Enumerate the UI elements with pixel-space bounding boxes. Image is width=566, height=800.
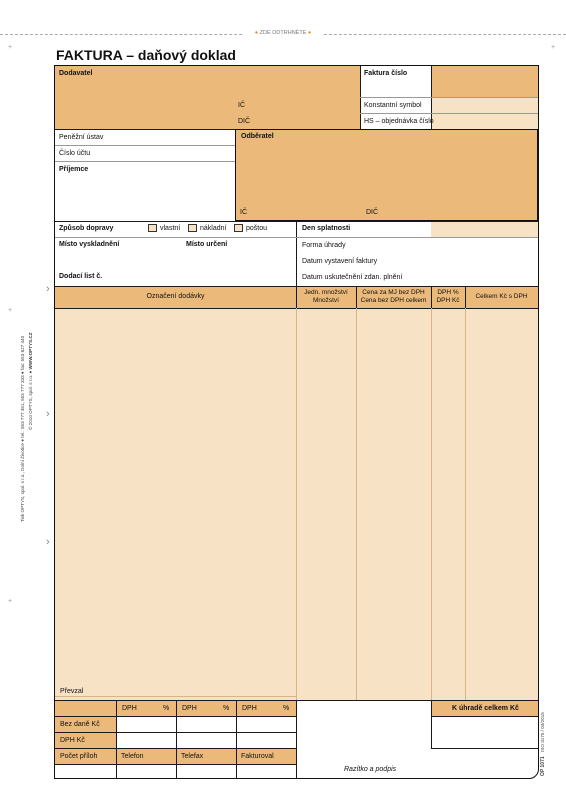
- transport-post-label: poštou: [246, 225, 268, 232]
- customer-heading: Odběratel: [241, 133, 274, 140]
- invoiced-by-label: Fakturoval: [241, 753, 274, 760]
- issue-date-label: Datum vystavení faktury: [302, 258, 378, 265]
- delivery-note-label: Dodací list č.: [59, 273, 103, 280]
- punch-mark-bottom: +: [8, 598, 13, 605]
- col-item-name: Označení dodávky: [146, 293, 205, 300]
- transport-freight-label: nákladní: [200, 225, 227, 232]
- total-due-field[interactable]: [432, 717, 537, 747]
- summary-dph-2: DPH: [182, 705, 197, 712]
- dispatch-to-label: Místo určení: [186, 241, 228, 248]
- summary-dph-1: DPH: [122, 705, 137, 712]
- copyright-text: © 2010 OPTYS, spol. s r.o. ● WWW.OPTYS.CZ: [28, 332, 33, 430]
- col-total-ex: Cena bez DPH celkem: [360, 297, 427, 304]
- fold-mark-1: ›: [46, 283, 50, 295]
- col-qty: Množství: [312, 297, 339, 304]
- total-due-label: K úhradě celkem Kč: [452, 705, 519, 712]
- stamp-label: Razítko a podpis: [344, 766, 397, 773]
- summary-pct-1: %: [163, 705, 170, 712]
- recipient-label: Příjemce: [59, 166, 89, 173]
- col-price-ex: Cena za MJ bez DPH: [362, 289, 425, 296]
- transport-label: Způsob dopravy: [59, 225, 114, 232]
- cut-label: ● ZDE ODTRHNĚTE ●: [243, 29, 323, 37]
- cut-mark-left: ●: [254, 30, 259, 36]
- supplier-dic-label: DIČ: [238, 118, 251, 125]
- transport-own-label: vlastní: [160, 225, 181, 232]
- supplier-heading: Dodavatel: [59, 70, 93, 77]
- col-unit: Jedn. množství: [304, 289, 348, 296]
- customer-dic-label: DIČ: [366, 209, 379, 216]
- transport-post-checkbox[interactable]: [234, 224, 243, 232]
- form-code: OP 1071: [540, 756, 546, 776]
- account-label: Číslo účtu: [59, 150, 91, 157]
- publisher-text: Tisk OPTYS, spol. s r.o., Dolní Životice ● tel.: 553 777 351, 553 777 333 ● fax: 553 627 440: [20, 335, 25, 522]
- form-code-2: ISO 3175 / 04/2015: [540, 712, 545, 752]
- cut-mark-left-plus: +: [8, 44, 13, 51]
- fold-mark-2: ›: [46, 408, 50, 420]
- summary-pct-2: %: [223, 705, 230, 712]
- vat-czk-label: DPH Kč: [60, 737, 85, 744]
- supplier-ic-label: IČ: [238, 102, 245, 109]
- stamp-area[interactable]: [297, 701, 431, 764]
- tax-date-label: Datum uskutečnění zdan. plnění: [302, 274, 403, 281]
- transport-freight-checkbox[interactable]: [188, 224, 197, 232]
- col-total: Celkem Kč s DPH: [475, 293, 528, 300]
- page-title: FAKTURA – daňový doklad: [56, 47, 236, 63]
- customer-ic-label: IČ: [240, 209, 247, 216]
- without-vat-label: Bez daně Kč: [60, 721, 100, 728]
- bank-label: Peněžní ústav: [59, 134, 104, 141]
- col-vat-czk: DPH Kč: [436, 297, 460, 304]
- due-date-label: Den splatnosti: [302, 225, 351, 232]
- carried-by-label: Převzal: [60, 688, 84, 695]
- constant-symbol-label: Konstantní symbol: [364, 102, 422, 109]
- order-number-label: HS – objednávka číslo: [364, 118, 434, 125]
- fold-mark-3: ›: [46, 536, 50, 548]
- invoice-number-label: Faktura číslo: [364, 70, 408, 77]
- punch-mark-top: +: [8, 307, 13, 314]
- col-vat-pct: DPH %: [437, 289, 459, 296]
- cut-mark-right: ●: [307, 30, 312, 36]
- summary-dph-3: DPH: [242, 705, 257, 712]
- payment-form-label: Forma úhrady: [302, 242, 346, 249]
- attachments-label: Počet příloh: [60, 753, 98, 760]
- summary-pct-3: %: [283, 705, 290, 712]
- transport-own-checkbox[interactable]: [148, 224, 157, 232]
- fax-label: Telefax: [181, 753, 204, 760]
- phone-label: Telefon: [121, 753, 144, 760]
- dispatch-from-label: Místo vyskladnění: [59, 241, 120, 248]
- cut-mark-right-plus: +: [551, 44, 556, 51]
